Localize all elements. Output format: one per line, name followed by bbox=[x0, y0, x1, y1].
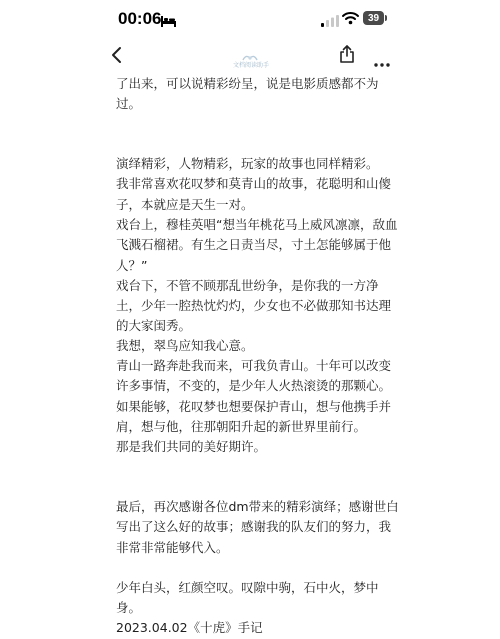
battery-cap bbox=[385, 15, 387, 21]
cellular-signal-icon bbox=[321, 12, 339, 31]
text-line: 了出来，可以说精彩纷呈，说是电影质感都不为 bbox=[116, 76, 379, 91]
text-line: 过。 bbox=[116, 96, 142, 111]
text-line: 那是我们共同的美好期许。 bbox=[116, 439, 267, 454]
text-line: 2023.04.02《十虎》手记 bbox=[116, 620, 263, 635]
text-line: 少年白头，红颜空叹。叹隙中驹，石中火，梦中 bbox=[116, 580, 379, 595]
text-line: 我想，翠鸟应知我心意。 bbox=[116, 338, 254, 353]
status-bar bbox=[0, 0, 500, 40]
text-line: 子，本就应是天生一对。 bbox=[116, 197, 254, 212]
battery-indicator: 39 bbox=[363, 11, 384, 25]
text-line: 身。 bbox=[116, 600, 142, 615]
watermark-text: 文档阅读助手 bbox=[232, 62, 269, 69]
nav-bar bbox=[0, 40, 500, 72]
share-icon[interactable] bbox=[339, 44, 355, 68]
text-line: 飞溅石榴裙。有生之日责当尽，寸土怎能够属于他 bbox=[116, 237, 392, 252]
sleep-focus-icon bbox=[161, 12, 176, 31]
text-line: 戏台下，不管不顾那乱世纷争，是你我的一方净 bbox=[116, 278, 379, 293]
more-options-icon[interactable] bbox=[374, 52, 390, 71]
text-line: 青山一路奔赴我而来，可我负青山。十年可以改变 bbox=[116, 358, 392, 373]
text-line: 许多事情，不变的，是少年人火热滚烫的那颗心。 bbox=[116, 378, 392, 393]
text-line: 肩，想与他，往那朝阳升起的新世界里前行。 bbox=[116, 419, 367, 434]
text-line: 写出了这么好的故事；感谢我的队友们的努力，我 bbox=[116, 519, 392, 534]
text-line: 非常非常能够代入。 bbox=[116, 540, 229, 555]
text-line: 戏台上，穆桂英唱“想当年桃花马上威风凛凛，敌血 bbox=[116, 217, 398, 232]
text-line: 人？” bbox=[116, 258, 148, 273]
text-line: 如果能够，花叹梦也想要保护青山，想与他携手并 bbox=[116, 399, 392, 414]
status-time: 00:06 bbox=[118, 9, 162, 28]
back-icon[interactable] bbox=[110, 46, 124, 68]
text-line: 最后，再次感谢各位dm带来的精彩演绎；感谢世白 bbox=[116, 499, 399, 514]
text-line: 演绎精彩，人物精彩，玩家的故事也同样精彩。 bbox=[116, 156, 379, 171]
text-line: 土，少年一腔热忱灼灼，少女也不必做那知书达理 bbox=[116, 298, 392, 313]
text-line: 我非常喜欢花叹梦和莫青山的故事，花聪明和山傻 bbox=[116, 176, 392, 191]
text-line: 的大家闺秀。 bbox=[116, 318, 192, 333]
wifi-icon bbox=[342, 10, 359, 29]
